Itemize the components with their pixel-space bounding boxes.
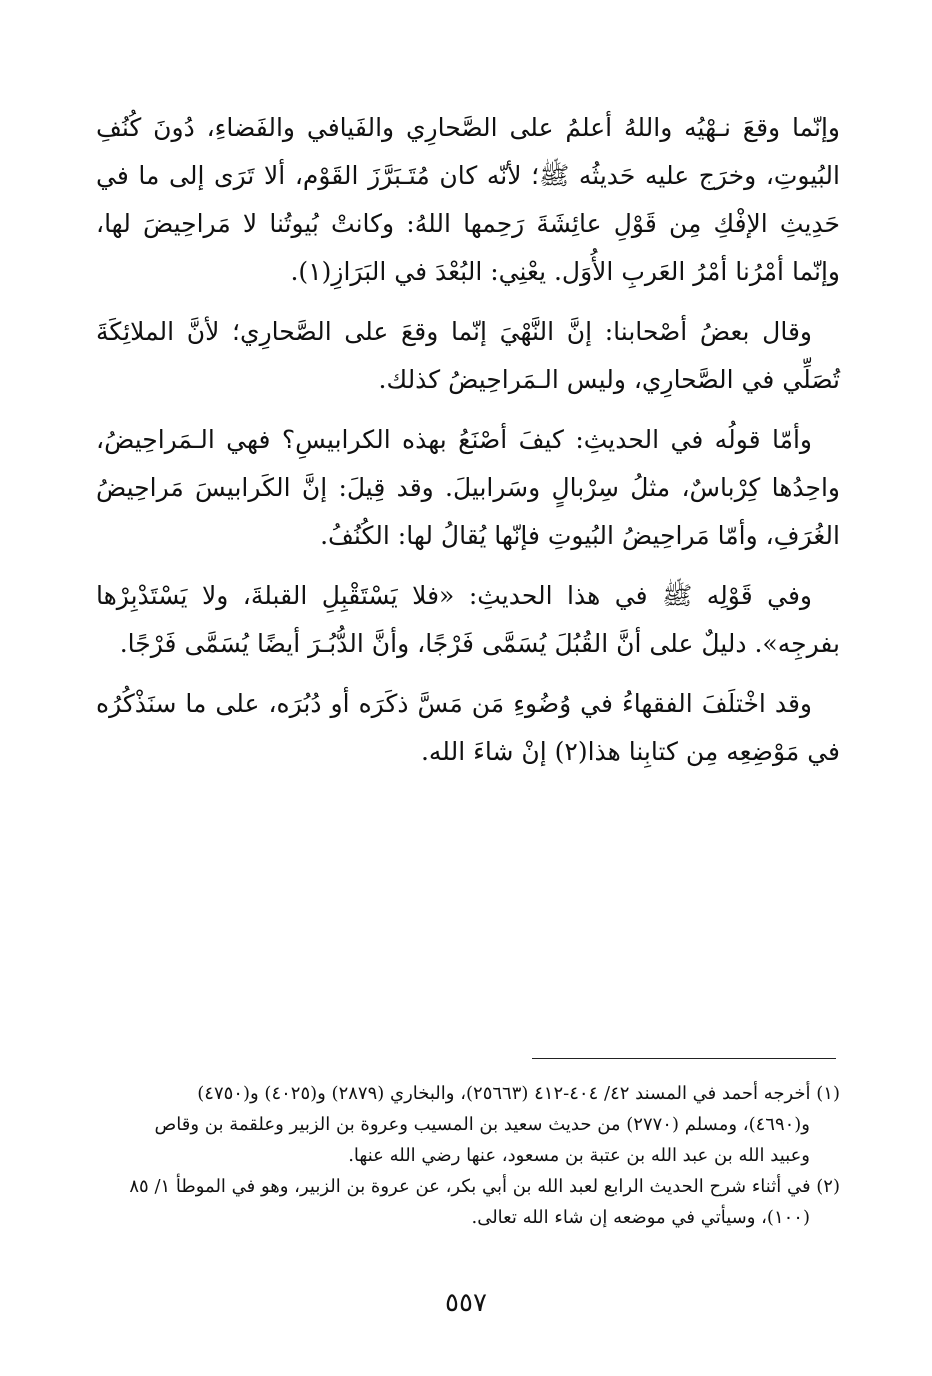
page-number: ٥٥٧ xyxy=(445,1288,487,1318)
footnote-line: وعبيد الله بن عبد الله بن عتبة بن مسعود، عنها رضي الله عنها. xyxy=(348,1145,810,1166)
footnote-line: (١٠٠)، وسيأتي في موضعه إن شاء الله تعالى. xyxy=(471,1207,810,1228)
paragraph: وأمّا قولُه في الحديثِ: كيفَ أصْنَعُ بهذه الكرابيسِ؟ فهي الـمَراحِيضُ، واحِدُها كِرْباسٌ، مثلُ سِرْبالٍ وسَرابيلَ. وقد قِيلَ: إنَّ الكَرابيسَ مَراحِيضُ الغُرَفِ، وأمّا مَراحِيضُ البُيوتِ فإنّها يُقالُ لها: الكُنُفُ. xyxy=(96,425,840,550)
paragraph: وإنّما وقعَ نـهْيُه واللهُ أعلمُ على الصَّحارِي والفَيافي والفَضاءِ، دُونَ كُنُفِ البُيوتِ، وخرَج عليه حَديثُه ﷺ؛ لأنّه كان مُتَـبَرَّزَ القَوْم، ألا تَرَى إلى ما في حَدِيثِ الإفْكِ مِن قَوْلِ عائِشَةَ رَحِمها اللهُ: وكانتْ بُيوتُنا لا مَراحِيضَ لها، وإنّما أمْرُنا أمْرُ العَربِ الأُوَل. يعْنِي: البُعْدَ في البَرَازِ(١). xyxy=(96,113,840,286)
paragraph: وقال بعضُ أصْحابنا: إنَّ النَّهْيَ إنّما وقعَ على الصَّحارِي؛ لأنَّ الملائِكَةَ تُصَلِّي في الصَّحارِي، وليس الـمَراحِيضُ كذلك. xyxy=(96,317,840,394)
footnotes xyxy=(96,1078,840,1233)
paragraph: وفي قَوْلِه ﷺ في هذا الحديثِ: «فلا يَسْتَقْبِلِ القبلةَ، ولا يَسْتَدْبِرْها بفرجِه». دليلٌ على أنَّ القُبُلَ يُسَمَّى فَرْجًا، وأنَّ الدُّبُـرَ أيضًا يُسَمَّى فَرْجًا. xyxy=(96,581,840,658)
footnote-line: (١) أخرجه أحمد في المسند ٤٢/ ٤٠٤-٤١٢ (٢٥٦٦٣)، والبخاري (٢٨٧٩) و(٤٠٢٥) و(٤٧٥٠) xyxy=(197,1083,840,1104)
footnote-line: و(٤٦٩٠)، ومسلم (٢٧٧٠) من حديث سعيد بن المسيب وعروة بن الزبير وعلقمة بن وقاص xyxy=(154,1114,810,1135)
main-text xyxy=(96,104,840,788)
footnote-line: (٢) في أثناء شرح الحديث الرابع لعبد الله بن أبي بكر، عن عروة بن الزبير، وهو في الموطأ ١/ ٨٥ xyxy=(129,1176,840,1197)
paragraph: وقد اخْتلَفَ الفقهاءُ في وُضُوءِ مَن مَسَّ ذكَرَه أو دُبُرَه، على ما سنَذْكُرُه في مَوْضِعِه مِن كتابِنا هذا(٢) إنْ شاءَ الله. xyxy=(96,689,840,766)
footnote-divider xyxy=(532,1058,836,1059)
